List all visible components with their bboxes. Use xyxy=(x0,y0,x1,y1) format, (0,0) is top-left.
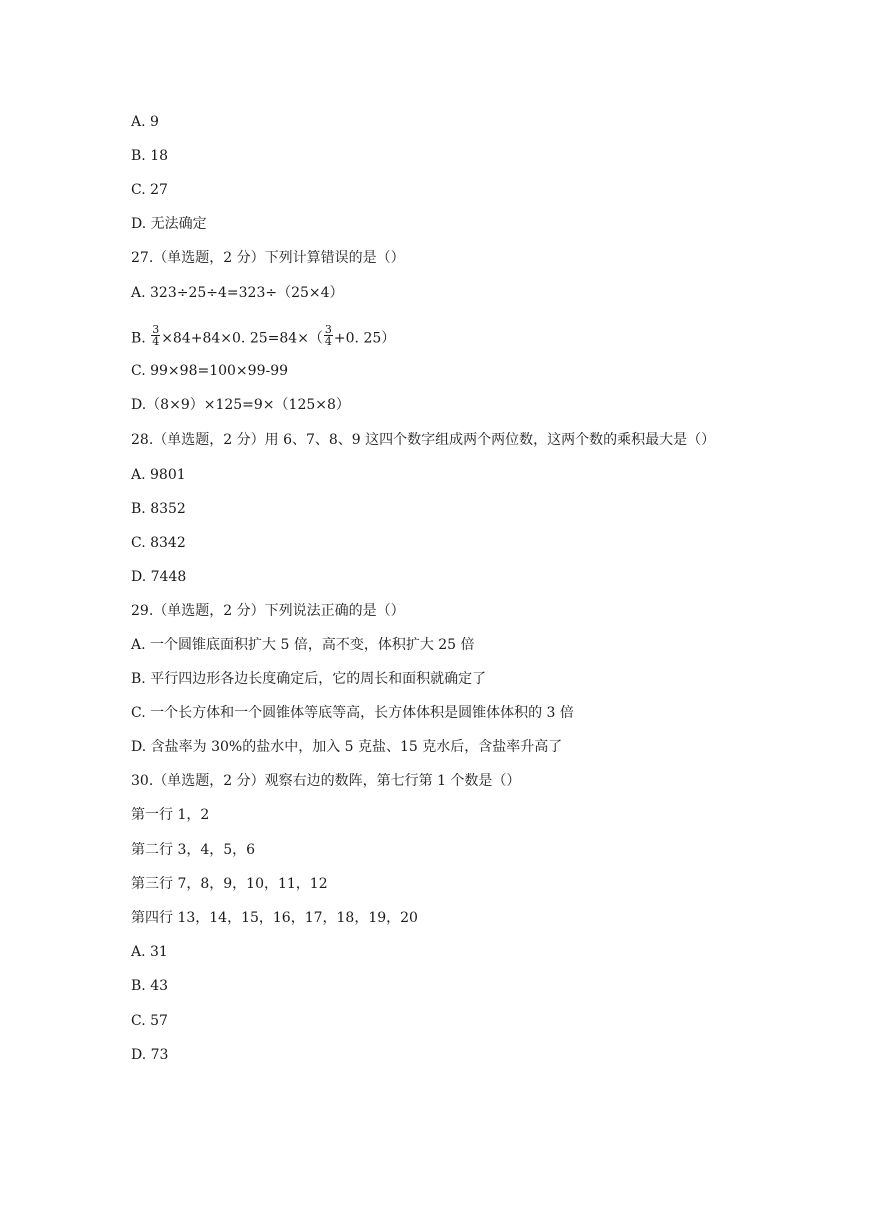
option-c-q26: C. 27 xyxy=(131,182,168,198)
option-d-q28: D. 7448 xyxy=(131,569,187,585)
option-a-q29: A. 一个圆锥底面积扩大 5 倍，高不变，体积扩大 25 倍 xyxy=(131,637,475,653)
number-array-row-1: 第一行 1，2 xyxy=(131,807,210,823)
option-a-q26: A. 9 xyxy=(131,114,159,130)
option-b-q26: B. 18 xyxy=(131,148,169,164)
option-b-q28: B. 8352 xyxy=(131,501,186,517)
option-c-q28: C. 8342 xyxy=(131,535,186,551)
question-29: 29.（单选题，2 分）下列说法正确的是（） xyxy=(131,603,405,619)
question-28: 28.（单选题，2 分）用 6、7、8、9 这四个数字组成两个两位数，这两个数的乘积最大是（） xyxy=(131,432,716,448)
option-d-q26: D. 无法确定 xyxy=(131,216,207,232)
option-b-q29: B. 平行四边形各边长度确定后，它的周长和面积就确定了 xyxy=(131,671,487,687)
fraction-three-quarters xyxy=(151,324,160,347)
option-b-q27-middle: ×84+84×0. 25=84×（ xyxy=(161,330,323,347)
number-array-row-3: 第三行 7，8，9，10，11，12 xyxy=(131,876,328,892)
fraction-denominator: 4 xyxy=(324,335,332,348)
option-b-q27 xyxy=(131,323,396,350)
option-a-q27: A. 323÷25÷4=323÷（25×4） xyxy=(131,285,344,301)
option-b-q27-suffix: +0. 25） xyxy=(333,330,396,347)
question-30: 30.（单选题，2 分）观察右边的数阵，第七行第 1 个数是（） xyxy=(131,773,521,789)
option-a-q28: A. 9801 xyxy=(131,467,186,483)
option-d-q29: D. 含盐率为 30%的盐水中，加入 5 克盐、15 克水后，含盐率升高了 xyxy=(131,739,563,755)
fraction-denominator: 4 xyxy=(152,335,160,348)
option-b-q30: B. 43 xyxy=(131,978,169,994)
number-array-row-2: 第二行 3，4，5，6 xyxy=(131,842,256,858)
option-c-q29: C. 一个长方体和一个圆锥体等底等高，长方体体积是圆锥体体积的 3 倍 xyxy=(131,705,574,721)
option-b-q27-prefix: B. xyxy=(131,330,151,347)
option-d-q30: D. 73 xyxy=(131,1047,169,1063)
number-array-row-4: 第四行 13，14，15，16，17，18，19，20 xyxy=(131,910,418,926)
option-d-q27: D.（8×9）×125=9×（125×8） xyxy=(131,397,350,413)
fraction-numerator: 3 xyxy=(152,323,160,336)
fraction-numerator: 3 xyxy=(324,323,332,336)
option-c-q30: C. 57 xyxy=(131,1013,168,1029)
option-c-q27: C. 99×98=100×99-99 xyxy=(131,363,289,379)
question-27: 27.（单选题，2 分）下列计算错误的是（） xyxy=(131,250,405,266)
option-a-q30: A. 31 xyxy=(131,944,168,960)
fraction-three-quarters xyxy=(324,324,333,347)
